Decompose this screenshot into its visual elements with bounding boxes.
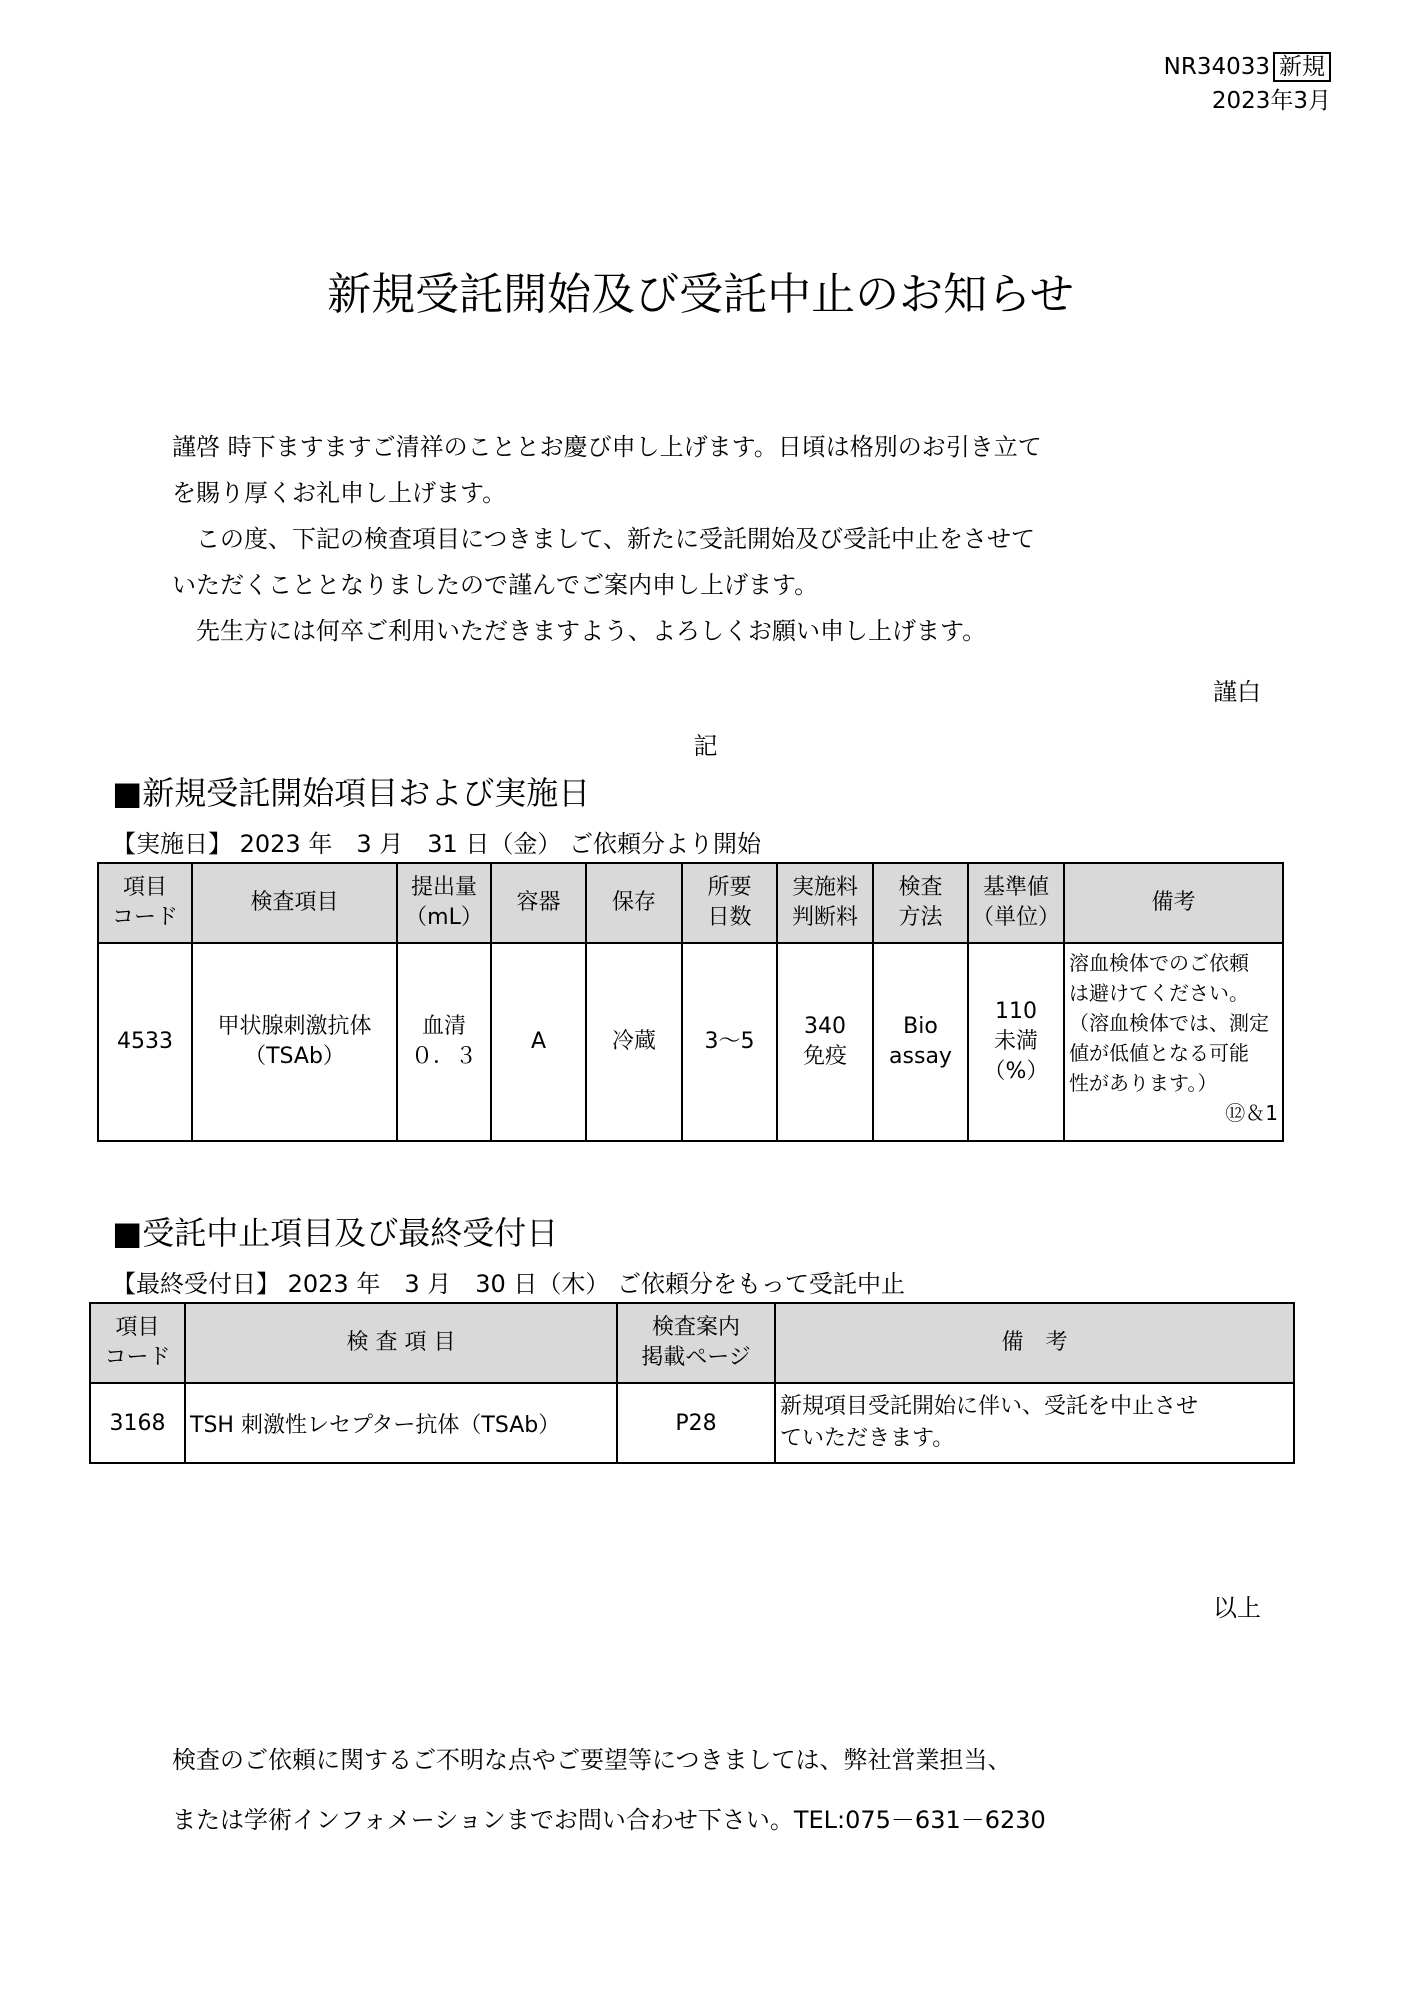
closing-word: 謹白 <box>1213 678 1261 706</box>
col-reference: 基準値 （単位） <box>968 863 1064 943</box>
page-title: 新規受託開始及び受託中止のお知らせ <box>327 269 1074 320</box>
col-item: 検査項目 <box>192 863 397 943</box>
ijou-marker: 以上 <box>1213 1594 1261 1622</box>
footer-contact <box>172 1730 1322 1850</box>
greeting-paragraph <box>172 424 1272 654</box>
cell-item: 甲状腺刺激抗体 （TSAb） <box>192 943 397 1141</box>
cell-remarks: 新規項目受託開始に伴い、受託を中止させ ていただきます。 <box>775 1383 1294 1463</box>
cell-item: TSH 刺激性レセプター抗体（TSAb） <box>185 1383 617 1463</box>
doc-number: NR34033 <box>1163 54 1270 80</box>
body-line-3: この度、下記の検査項目につきまして、新たに受託開始及び受託中止をさせて <box>172 525 1036 553</box>
footer-line-1: 検査のご依頼に関するご不明な点やご要望等につきましては、弊社営業担当、 <box>172 1746 1012 1774</box>
new-items-table <box>97 862 1284 1142</box>
cell-code: 3168 <box>90 1383 185 1463</box>
section1-date-line: 【実施日】 2023 年 3 月 31 日（金） ご依頼分より開始 <box>112 830 762 858</box>
section2-date-line: 【最終受付日】 2023 年 3 月 30 日（木） ご依頼分をもって受託中止 <box>112 1270 906 1298</box>
col-page: 検査案内 掲載ページ <box>617 1303 775 1383</box>
col-item: 検 査 項 目 <box>185 1303 617 1383</box>
doc-date: 2023年3月 <box>1211 88 1331 114</box>
document-id <box>1164 50 1331 118</box>
body-line-2: を賜り厚くお礼申し上げます。 <box>172 479 507 507</box>
cell-container: A <box>491 943 586 1141</box>
table-row <box>90 1383 1294 1463</box>
table-header-row <box>98 863 1283 943</box>
new-badge: 新規 <box>1273 52 1331 82</box>
discontinued-items-table <box>89 1302 1295 1464</box>
cell-days: 3～5 <box>682 943 777 1141</box>
body-line-4: いただくこととなりましたので謹んでご案内申し上げます。 <box>172 571 819 599</box>
col-storage: 保存 <box>586 863 682 943</box>
body-line-1: 謹啓 時下ますますご清祥のこととお慶び申し上げます。日頃は格別のお引き立て <box>172 433 1042 461</box>
section1-heading: ■新規受託開始項目および実施日 <box>112 774 591 812</box>
ki-marker: 記 <box>693 732 718 760</box>
cell-method: Bio assay <box>873 943 968 1141</box>
cell-page: P28 <box>617 1383 775 1463</box>
col-days: 所要 日数 <box>682 863 777 943</box>
cell-remarks: 溶血検体でのご依頼 は避けてください。 （溶血検体では、測定 値が低値となる可能 性があります。） ⑫＆1 <box>1064 943 1283 1141</box>
table-header-row <box>90 1303 1294 1383</box>
cell-reference: 110 未満 （%） <box>968 943 1064 1141</box>
table-row <box>98 943 1283 1141</box>
col-container: 容器 <box>491 863 586 943</box>
cell-fee: 340 免疫 <box>777 943 873 1141</box>
body-line-5: 先生方には何卒ご利用いただきますよう、よろしくお願い申し上げます。 <box>172 617 987 645</box>
col-code: 項目 コード <box>98 863 192 943</box>
cell-storage: 冷蔵 <box>586 943 682 1141</box>
remark-reference: ⑫＆1 <box>1225 1101 1278 1125</box>
section2-heading: ■受託中止項目及び最終受付日 <box>112 1214 559 1252</box>
col-fee: 実施料 判断料 <box>777 863 873 943</box>
footer-line-2: または学術インフォメーションまでお問い合わせ下さい。TEL:075－631－6230 <box>172 1806 1046 1834</box>
col-code: 項目 コード <box>90 1303 185 1383</box>
cell-code: 4533 <box>98 943 192 1141</box>
cell-volume: 血清 ０．３ <box>397 943 491 1141</box>
col-remarks: 備考 <box>1064 863 1283 943</box>
col-method: 検査 方法 <box>873 863 968 943</box>
col-remarks: 備 考 <box>775 1303 1294 1383</box>
col-volume: 提出量 （mL） <box>397 863 491 943</box>
